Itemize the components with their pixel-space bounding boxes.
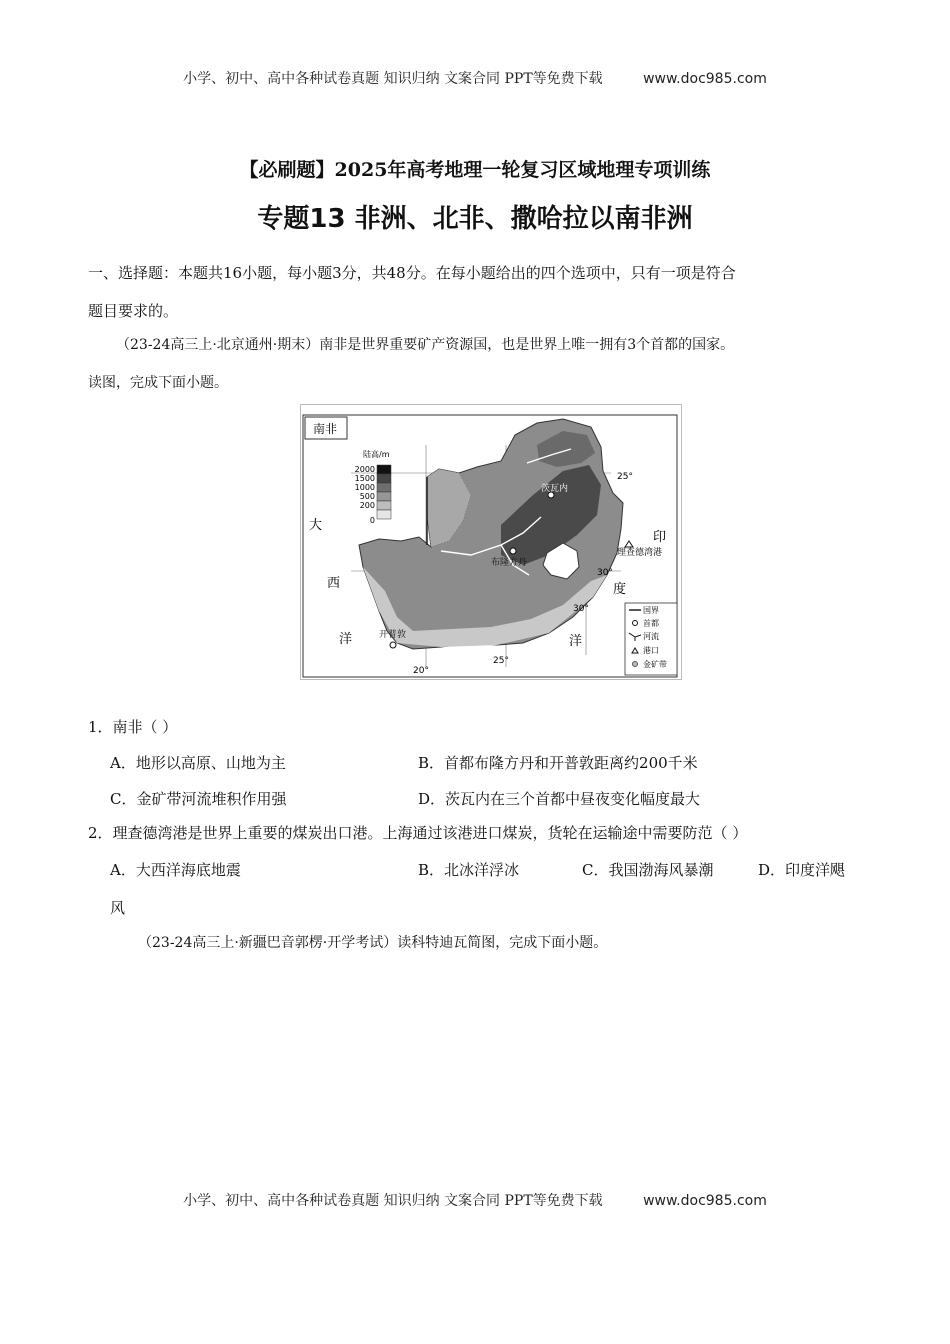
elev-label: 500 — [359, 492, 375, 501]
question-1-option-c[interactable]: C．金矿带河流堆积作用强 — [110, 790, 287, 808]
footer-text: 小学、初中、高中各种试卷真题 知识归纳 文案合同 PPT等免费下载 — [183, 1193, 603, 1209]
section-heading-line-2: 题目要求的。 — [88, 302, 179, 320]
question-2-option-a[interactable]: A．大西洋海底地震 — [110, 861, 241, 879]
atlantic-char: 西 — [327, 576, 341, 591]
city-pretoria: 茨瓦内 — [541, 484, 569, 494]
elev-label: 2000 — [354, 465, 375, 474]
elev-label: 1000 — [354, 483, 375, 492]
question-2-option-d[interactable]: D．印度洋飓 — [758, 861, 846, 879]
legend-capital: 首都 — [643, 619, 659, 628]
elevation-legend — [377, 465, 391, 519]
section-heading — [88, 254, 868, 330]
atlantic-char: 大 — [309, 518, 323, 533]
question-2-option-d-wrap: 风 — [110, 899, 126, 917]
question-2-stem: 2．理查德湾港是世界上重要的煤炭出口港。上海通过该港进口煤炭，货轮在运输途中需要防范（ ） — [88, 824, 748, 842]
elev-label: 0 — [369, 516, 375, 525]
indian-char: 洋 — [569, 634, 583, 649]
legend-goldbelt: 金矿带 — [643, 660, 667, 669]
south-africa-map — [300, 404, 682, 680]
indian-char: 印 — [653, 530, 667, 545]
legend-port: 港口 — [643, 646, 659, 655]
lon-label: 30° — [573, 604, 589, 614]
footer-site[interactable]: www.doc985.com — [643, 1193, 767, 1209]
question-1-option-b[interactable]: B．首都布隆方丹和开普敦距离约200千米 — [418, 754, 698, 772]
legend-title: 陆高/m — [363, 450, 390, 459]
map-svg — [301, 405, 681, 679]
atlantic-char: 洋 — [339, 632, 353, 647]
legend-border: 国界 — [643, 606, 659, 615]
question-group-intro — [88, 326, 868, 402]
map-title: 南非 — [313, 422, 338, 436]
section-heading-line-1: 一、选择题：本题共16小题，每小题3分，共48分。在每小题给出的四个选项中，只有一项是符合 — [88, 264, 736, 282]
document-title: 专题13 非洲、北非、撒哈拉以南非洲 — [257, 204, 693, 234]
lon-label: 20° — [413, 666, 429, 676]
lat-label: 30° — [597, 568, 613, 578]
question-1-stem: 1．南非（ ） — [88, 718, 178, 736]
elev-label: 200 — [359, 501, 375, 510]
question-1-option-a[interactable]: A．地形以高原、山地为主 — [110, 754, 286, 772]
city-bloemfontein: 布隆方丹 — [491, 558, 528, 568]
question-1-option-d[interactable]: D．茨瓦内在三个首都中昼夜变化幅度最大 — [418, 790, 701, 808]
city-capetown: 开普敦 — [379, 630, 407, 640]
elev-label: 1500 — [354, 474, 375, 483]
lon-label: 25° — [493, 656, 509, 666]
legend-river: 河流 — [643, 632, 659, 641]
page-header — [0, 68, 950, 88]
intro-line-1: （23-24高三上·北京通州·期末）南非是世界重要矿产资源国，也是世界上唯一拥有3个首都的国家。 — [116, 337, 735, 353]
page-footer — [0, 1190, 950, 1210]
indian-char: 度 — [613, 582, 627, 597]
lat-label: 25° — [617, 472, 633, 482]
header-site[interactable]: www.doc985.com — [643, 71, 767, 87]
question-2-option-c[interactable]: C．我国渤海风暴潮 — [582, 861, 714, 879]
header-text: 小学、初中、高中各种试卷真题 知识归纳 文案合同 PPT等免费下载 — [183, 71, 603, 87]
question-2-option-b[interactable]: B．北冰洋浮冰 — [418, 861, 520, 879]
port-label: 理查德湾港 — [617, 548, 663, 558]
document-subtitle: 【必刷题】2025年高考地理一轮复习区域地理专项训练 — [239, 159, 711, 181]
question-group-intro-2: （23-24高三上·新疆巴音郭楞·开学考试）读科特迪瓦简图，完成下面小题。 — [138, 935, 608, 951]
intro-line-2: 读图，完成下面小题。 — [88, 375, 228, 391]
